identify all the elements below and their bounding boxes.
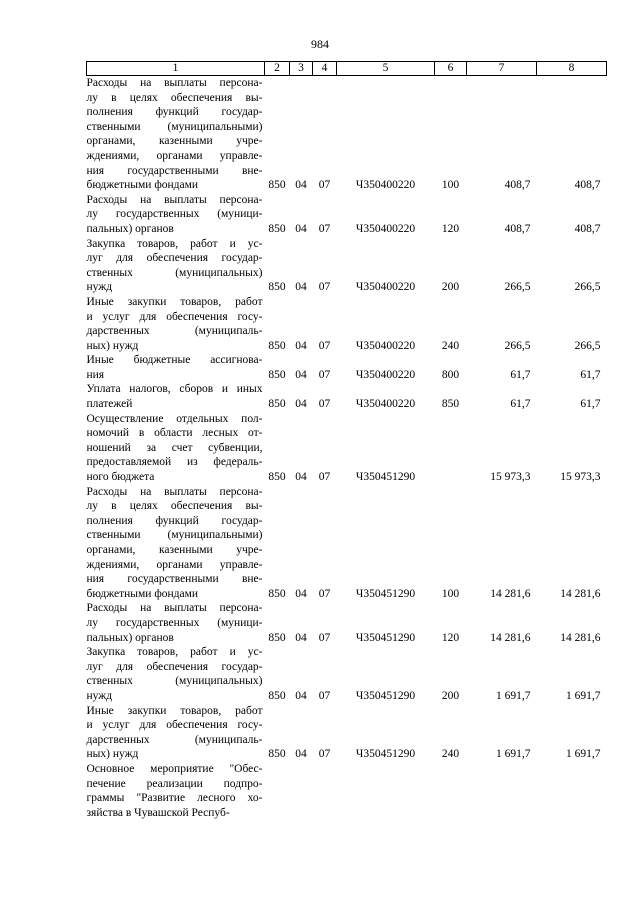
description-line: Закупка товаров, работ и ус- xyxy=(86,646,263,659)
header-col-4: 4 xyxy=(313,62,337,76)
cell-expense-type: 200 xyxy=(441,281,460,294)
row-description xyxy=(87,353,265,382)
cell-subsection: 07 xyxy=(318,179,331,192)
cell-ministry-code: 850 xyxy=(268,398,286,411)
description-line: ных) нужд xyxy=(86,748,139,761)
cell-section: 04 xyxy=(295,339,307,352)
cell-ministry-code: 850 xyxy=(268,281,286,294)
cell-ministry-code: 850 xyxy=(268,368,286,381)
cell-target-article: Ч350400220 xyxy=(355,398,416,411)
description-line: печение реализации подпро- xyxy=(86,777,263,790)
description-line: ния государственными вне- xyxy=(86,573,263,586)
description-line: номочий в области лесных от- xyxy=(86,427,263,440)
cell-expense-type xyxy=(435,412,467,485)
cell-amount-1: 14 281,6 xyxy=(490,631,531,644)
cell-amount-1: 408,7 xyxy=(504,179,531,192)
cell-amount-2: 408,7 xyxy=(574,222,601,235)
cell-amount-1: 408,7 xyxy=(504,222,531,235)
cell-target-article: Ч350451290 xyxy=(355,471,416,484)
description-line: лу государственных (муници- xyxy=(86,616,263,629)
cell-expense-type: 100 xyxy=(441,587,460,600)
description-line: и услуг для обеспечения госу- xyxy=(86,719,263,732)
cell-subsection xyxy=(313,762,337,820)
cell-expense-type: 200 xyxy=(441,689,460,702)
header-col-5: 5 xyxy=(337,62,435,76)
row-description xyxy=(87,645,265,703)
description-line: ственными (муниципальными) xyxy=(86,120,263,133)
row-description xyxy=(87,485,265,602)
cell-amount-2: 266,5 xyxy=(574,339,601,352)
description-line: Иные бюджетные ассигнова- xyxy=(86,354,263,367)
description-line: зяйства в Чувашской Респуб- xyxy=(86,806,230,819)
row-description xyxy=(87,704,265,762)
cell-amount-1: 61,7 xyxy=(510,398,531,411)
row-description xyxy=(87,193,265,237)
description-line: Основное мероприятие "Обес- xyxy=(86,762,263,775)
cell-expense-type: 850 xyxy=(441,398,460,411)
cell-target-article xyxy=(337,762,435,820)
cell-amount-2 xyxy=(537,762,607,820)
cell-amount-1: 61,7 xyxy=(510,368,531,381)
header-col-1: 1 xyxy=(87,62,265,76)
table-row xyxy=(87,762,607,820)
row-description xyxy=(87,762,265,820)
cell-section: 04 xyxy=(295,587,307,600)
cell-ministry-code: 850 xyxy=(268,471,286,484)
cell-section: 04 xyxy=(295,689,307,702)
cell-amount-2: 61,7 xyxy=(580,368,601,381)
cell-subsection: 07 xyxy=(318,587,331,600)
description-line: дарственных (муниципаль- xyxy=(86,325,263,338)
cell-ministry-code: 850 xyxy=(268,179,286,192)
cell-target-article: Ч350400220 xyxy=(355,179,416,192)
cell-target-article: Ч350451290 xyxy=(355,689,416,702)
description-line: ждениями, органами управле- xyxy=(86,149,263,162)
cell-section: 04 xyxy=(295,398,307,411)
description-line: ного бюджета xyxy=(86,471,155,484)
cell-subsection: 07 xyxy=(318,368,331,381)
cell-section: 04 xyxy=(295,281,307,294)
cell-subsection: 07 xyxy=(318,222,331,235)
description-line: ния государственными вне- xyxy=(86,164,263,177)
table-row xyxy=(87,193,607,237)
cell-amount-1: 14 281,6 xyxy=(490,587,531,600)
header-col-8: 8 xyxy=(537,62,607,76)
description-line: луг для обеспечения государ- xyxy=(86,660,263,673)
cell-ministry-code: 850 xyxy=(268,339,286,352)
cell-amount-2: 14 281,6 xyxy=(560,587,601,600)
row-description xyxy=(87,382,265,411)
cell-subsection: 07 xyxy=(318,339,331,352)
cell-subsection: 07 xyxy=(318,631,331,644)
description-line: ных) нужд xyxy=(86,339,139,352)
table-row xyxy=(87,601,607,645)
description-line: ния xyxy=(86,368,105,381)
cell-target-article: Ч350400220 xyxy=(355,222,416,235)
table-row xyxy=(87,382,607,411)
page-number: 984 xyxy=(311,37,329,51)
cell-target-article: Ч350451290 xyxy=(355,587,416,600)
row-description xyxy=(87,237,265,295)
description-line: луг для обеспечения государ- xyxy=(86,252,263,265)
cell-ministry-code xyxy=(265,762,290,820)
description-line: Уплата налогов, сборов и иных xyxy=(86,383,263,396)
description-line: полнения функций государ- xyxy=(86,514,263,527)
table-row xyxy=(87,485,607,602)
description-line: предоставляемой из федераль- xyxy=(86,456,263,469)
cell-section: 04 xyxy=(295,631,307,644)
description-line: лу в целях обеспечения вы- xyxy=(86,91,263,104)
row-description xyxy=(87,601,265,645)
cell-target-article: Ч350400220 xyxy=(355,339,416,352)
description-line: бюджетными фондами xyxy=(86,179,199,192)
table-row xyxy=(87,76,607,193)
description-line: органами, казенными учре- xyxy=(86,135,263,148)
cell-subsection: 07 xyxy=(318,471,331,484)
cell-amount-1: 1 691,7 xyxy=(496,748,531,761)
description-line: Закупка товаров, работ и ус- xyxy=(86,237,263,250)
table-row xyxy=(87,645,607,703)
cell-subsection: 07 xyxy=(318,398,331,411)
description-line: платежей xyxy=(86,398,133,411)
description-line: нужд xyxy=(86,281,113,294)
header-col-2: 2 xyxy=(265,62,290,76)
cell-section: 04 xyxy=(295,368,307,381)
cell-ministry-code: 850 xyxy=(268,748,286,761)
cell-amount-2: 14 281,6 xyxy=(560,631,601,644)
description-line: нужд xyxy=(86,689,113,702)
cell-ministry-code: 850 xyxy=(268,222,286,235)
cell-expense-type: 100 xyxy=(441,179,460,192)
description-line: лу в целях обеспечения вы- xyxy=(86,500,263,513)
description-line: Расходы на выплаты персона- xyxy=(86,77,263,89)
cell-expense-type: 800 xyxy=(441,368,460,381)
description-line: ственных (муниципальных) xyxy=(86,675,263,688)
cell-amount-2: 266,5 xyxy=(574,281,601,294)
cell-ministry-code: 850 xyxy=(268,587,286,600)
cell-section: 04 xyxy=(295,222,307,235)
description-line: Расходы на выплаты персона- xyxy=(86,602,263,615)
cell-target-article: Ч350400220 xyxy=(355,281,416,294)
description-line: ственными (муниципальными) xyxy=(86,529,263,542)
description-line: органами, казенными учре- xyxy=(86,544,263,556)
header-row xyxy=(87,62,607,76)
cell-expense-type: 120 xyxy=(441,222,460,235)
cell-expense-type: 120 xyxy=(441,631,460,644)
cell-ministry-code: 850 xyxy=(268,689,286,702)
row-description xyxy=(87,295,265,353)
cell-amount-1: 15 973,3 xyxy=(490,471,531,484)
table-body xyxy=(87,76,607,821)
description-line: пальных) органов xyxy=(86,222,174,235)
cell-amount-1: 1 691,7 xyxy=(496,689,531,702)
table-row xyxy=(87,704,607,762)
description-line: бюджетными фондами xyxy=(86,587,199,600)
row-description xyxy=(87,76,265,193)
cell-amount-2: 1 691,7 xyxy=(566,689,601,702)
header-col-7: 7 xyxy=(467,62,537,76)
cell-section: 04 xyxy=(295,748,307,761)
cell-target-article: Ч350400220 xyxy=(355,368,416,381)
cell-target-article: Ч350451290 xyxy=(355,631,416,644)
cell-subsection: 07 xyxy=(318,748,331,761)
description-line: полнения функций государ- xyxy=(86,106,263,119)
table-row xyxy=(87,237,607,295)
cell-ministry-code: 850 xyxy=(268,631,286,644)
description-line: Осуществление отдельных пол- xyxy=(86,412,263,425)
header-col-6: 6 xyxy=(435,62,467,76)
header-col-3: 3 xyxy=(290,62,313,76)
description-line: и услуг для обеспечения госу- xyxy=(86,310,263,323)
cell-amount-2: 408,7 xyxy=(574,179,601,192)
cell-amount-2: 61,7 xyxy=(580,398,601,411)
description-line: ношений за счет субвенции, xyxy=(86,441,263,454)
table-row xyxy=(87,412,607,485)
cell-expense-type: 240 xyxy=(441,748,460,761)
description-line: Расходы на выплаты персона- xyxy=(86,485,263,498)
cell-amount-2: 15 973,3 xyxy=(560,471,601,484)
cell-section xyxy=(290,762,313,820)
table-row xyxy=(87,353,607,382)
cell-amount-1 xyxy=(467,762,537,820)
cell-expense-type: 240 xyxy=(441,339,460,352)
description-line: дарственных (муниципаль- xyxy=(86,733,263,746)
budget-table xyxy=(86,61,607,820)
cell-section: 04 xyxy=(295,179,307,192)
table-header xyxy=(87,62,607,76)
description-line: Расходы на выплаты персона- xyxy=(86,193,263,206)
description-line: ственных (муниципальных) xyxy=(86,266,263,279)
table-row xyxy=(87,295,607,353)
description-line: лу государственных (муници- xyxy=(86,208,263,221)
cell-target-article: Ч350451290 xyxy=(355,748,416,761)
row-description xyxy=(87,412,265,485)
description-line: Иные закупки товаров, работ xyxy=(86,704,263,717)
cell-amount-1: 266,5 xyxy=(504,339,531,352)
cell-amount-2: 1 691,7 xyxy=(566,748,601,761)
cell-subsection: 07 xyxy=(318,281,331,294)
description-line: граммы "Развитие лесного хо- xyxy=(86,792,263,805)
cell-expense-type xyxy=(435,762,467,820)
cell-amount-1: 266,5 xyxy=(504,281,531,294)
description-line: пальных) органов xyxy=(86,631,174,644)
cell-section: 04 xyxy=(295,471,307,484)
description-line: Иные закупки товаров, работ xyxy=(86,295,263,308)
cell-subsection: 07 xyxy=(318,689,331,702)
description-line: ждениями, органами управле- xyxy=(86,558,263,571)
